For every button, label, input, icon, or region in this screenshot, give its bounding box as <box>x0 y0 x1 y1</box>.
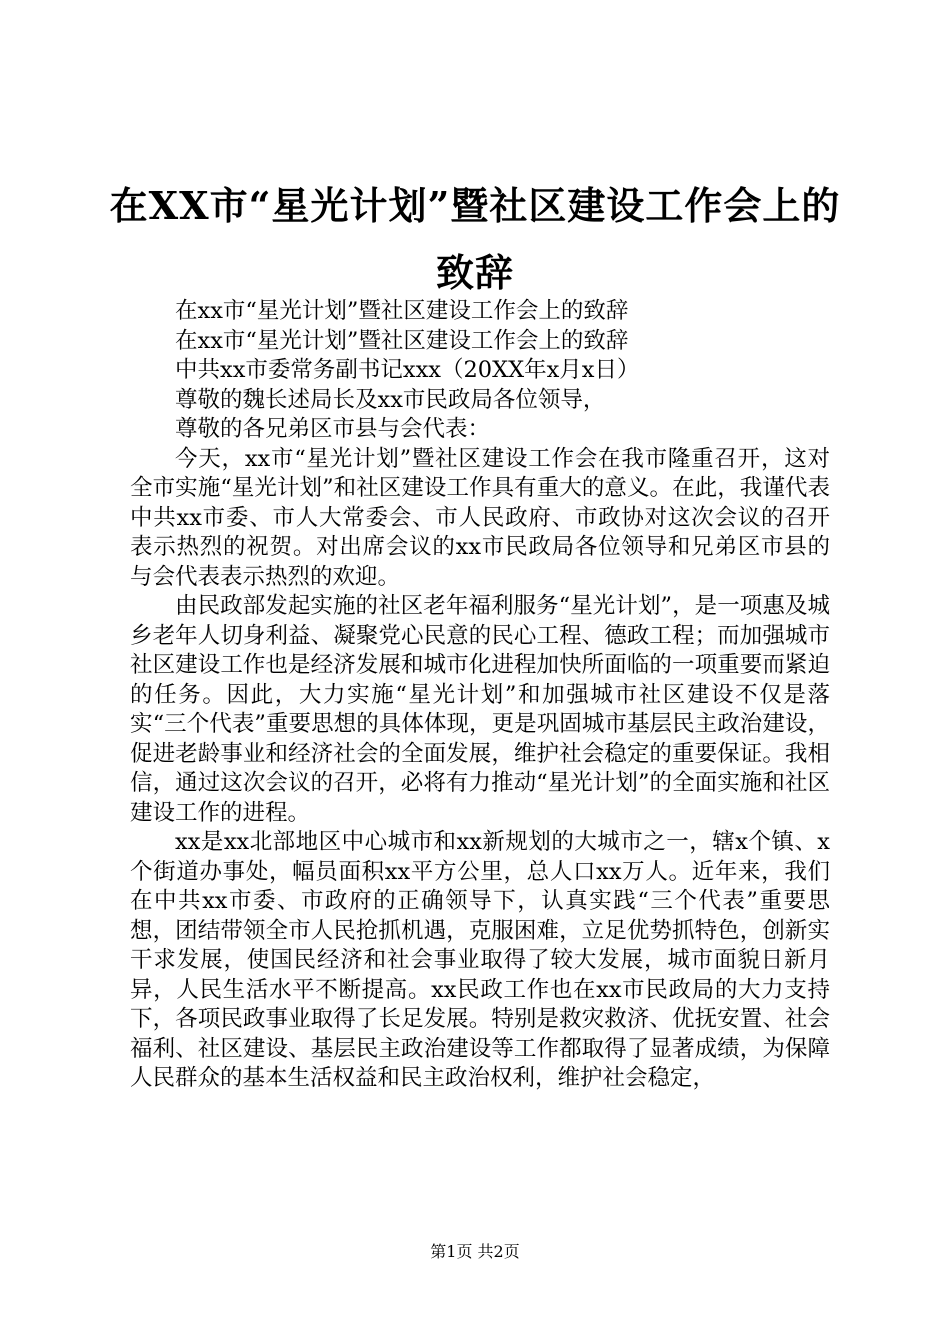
document-body <box>130 297 830 1094</box>
paragraph-salutation-2: 尊敬的各兄弟区市县与会代表： <box>175 416 491 442</box>
paragraph-repeat-title-1: 在xx市“星光计划”暨社区建设工作会上的致辞 <box>175 298 629 324</box>
document-title-line-2: 致辞 <box>435 250 514 295</box>
paragraph-star-plan: 由民政部发起实施的社区老年福利服务“星光计划”，是一项惠及城乡老年人切身利益、凝聚党心民意的民心工程、德政工程；而加强城市社区建设工作也是经济发展和城市化进程加快所面临的一项重要而紧迫的任务。因此，大力实施“星光计划”和加强城市社区建设不仅是落实“三个代表”重要思想的具体体现，更是巩固城市基层民主政治建设，促进老龄事业和经济社会的全面发展，维护社会稳定的重要保证。我相信，通过这次会议的召开，必将有力推动“星光计划”的全面实施和社区建设工作的进程。 <box>130 593 830 826</box>
paragraph-repeat-title-2: 在xx市“星光计划”暨社区建设工作会上的致辞 <box>175 327 629 354</box>
paragraph-speaker-date: 中共xx市委常务副书记xxx（20XX年x月x日） <box>175 357 640 383</box>
page-footer: 第1页 共2页 <box>430 1242 520 1261</box>
paragraph-welcome: 今天，xx市“星光计划”暨社区建设工作会在我市隆重召开，这对全市实施“星光计划”和社区建设工作具有重大的意义。在此，我谨代表中共xx市委、市人大常委会、市人民政府、市政协对这次会议的召开表示热烈的祝贺。对出席会议的xx市民政局各位领导和兄弟区市县的与会代表表示热烈的欢迎。 <box>130 445 830 590</box>
paragraph-salutation-1: 尊敬的魏长述局长及xx市民政局各位领导， <box>175 386 606 413</box>
document-title-line-1: 在XX市“星光计划”暨社区建设工作会上的 <box>109 183 841 228</box>
paragraph-city-overview: xx是xx北部地区中心城市和xx新规划的大城市之一，辖x个镇、x个街道办事处，幅员面积xx平方公里，总人口xx万人。近年来，我们在中共xx市委、市政府的正确领导下，认真实践“三个代表”重要思想，团结带领全市人民抢抓机遇，克服困难，立足优势抓特色，创新实干求发展，使国民经济和社会事业取得了较大发展，城市面貌日新月异，人民生活水平不断提高。xx民政工作也在xx市民政局的大力支持下，各项民政事业取得了长足发展。特别是救灾救济、优抚安置、社会福利、社区建设、基层民主政治建设等工作都取得了显著成绩，为保障人民群众的基本生活权益和民主政治权利，维护社会稳定， <box>130 829 830 1091</box>
